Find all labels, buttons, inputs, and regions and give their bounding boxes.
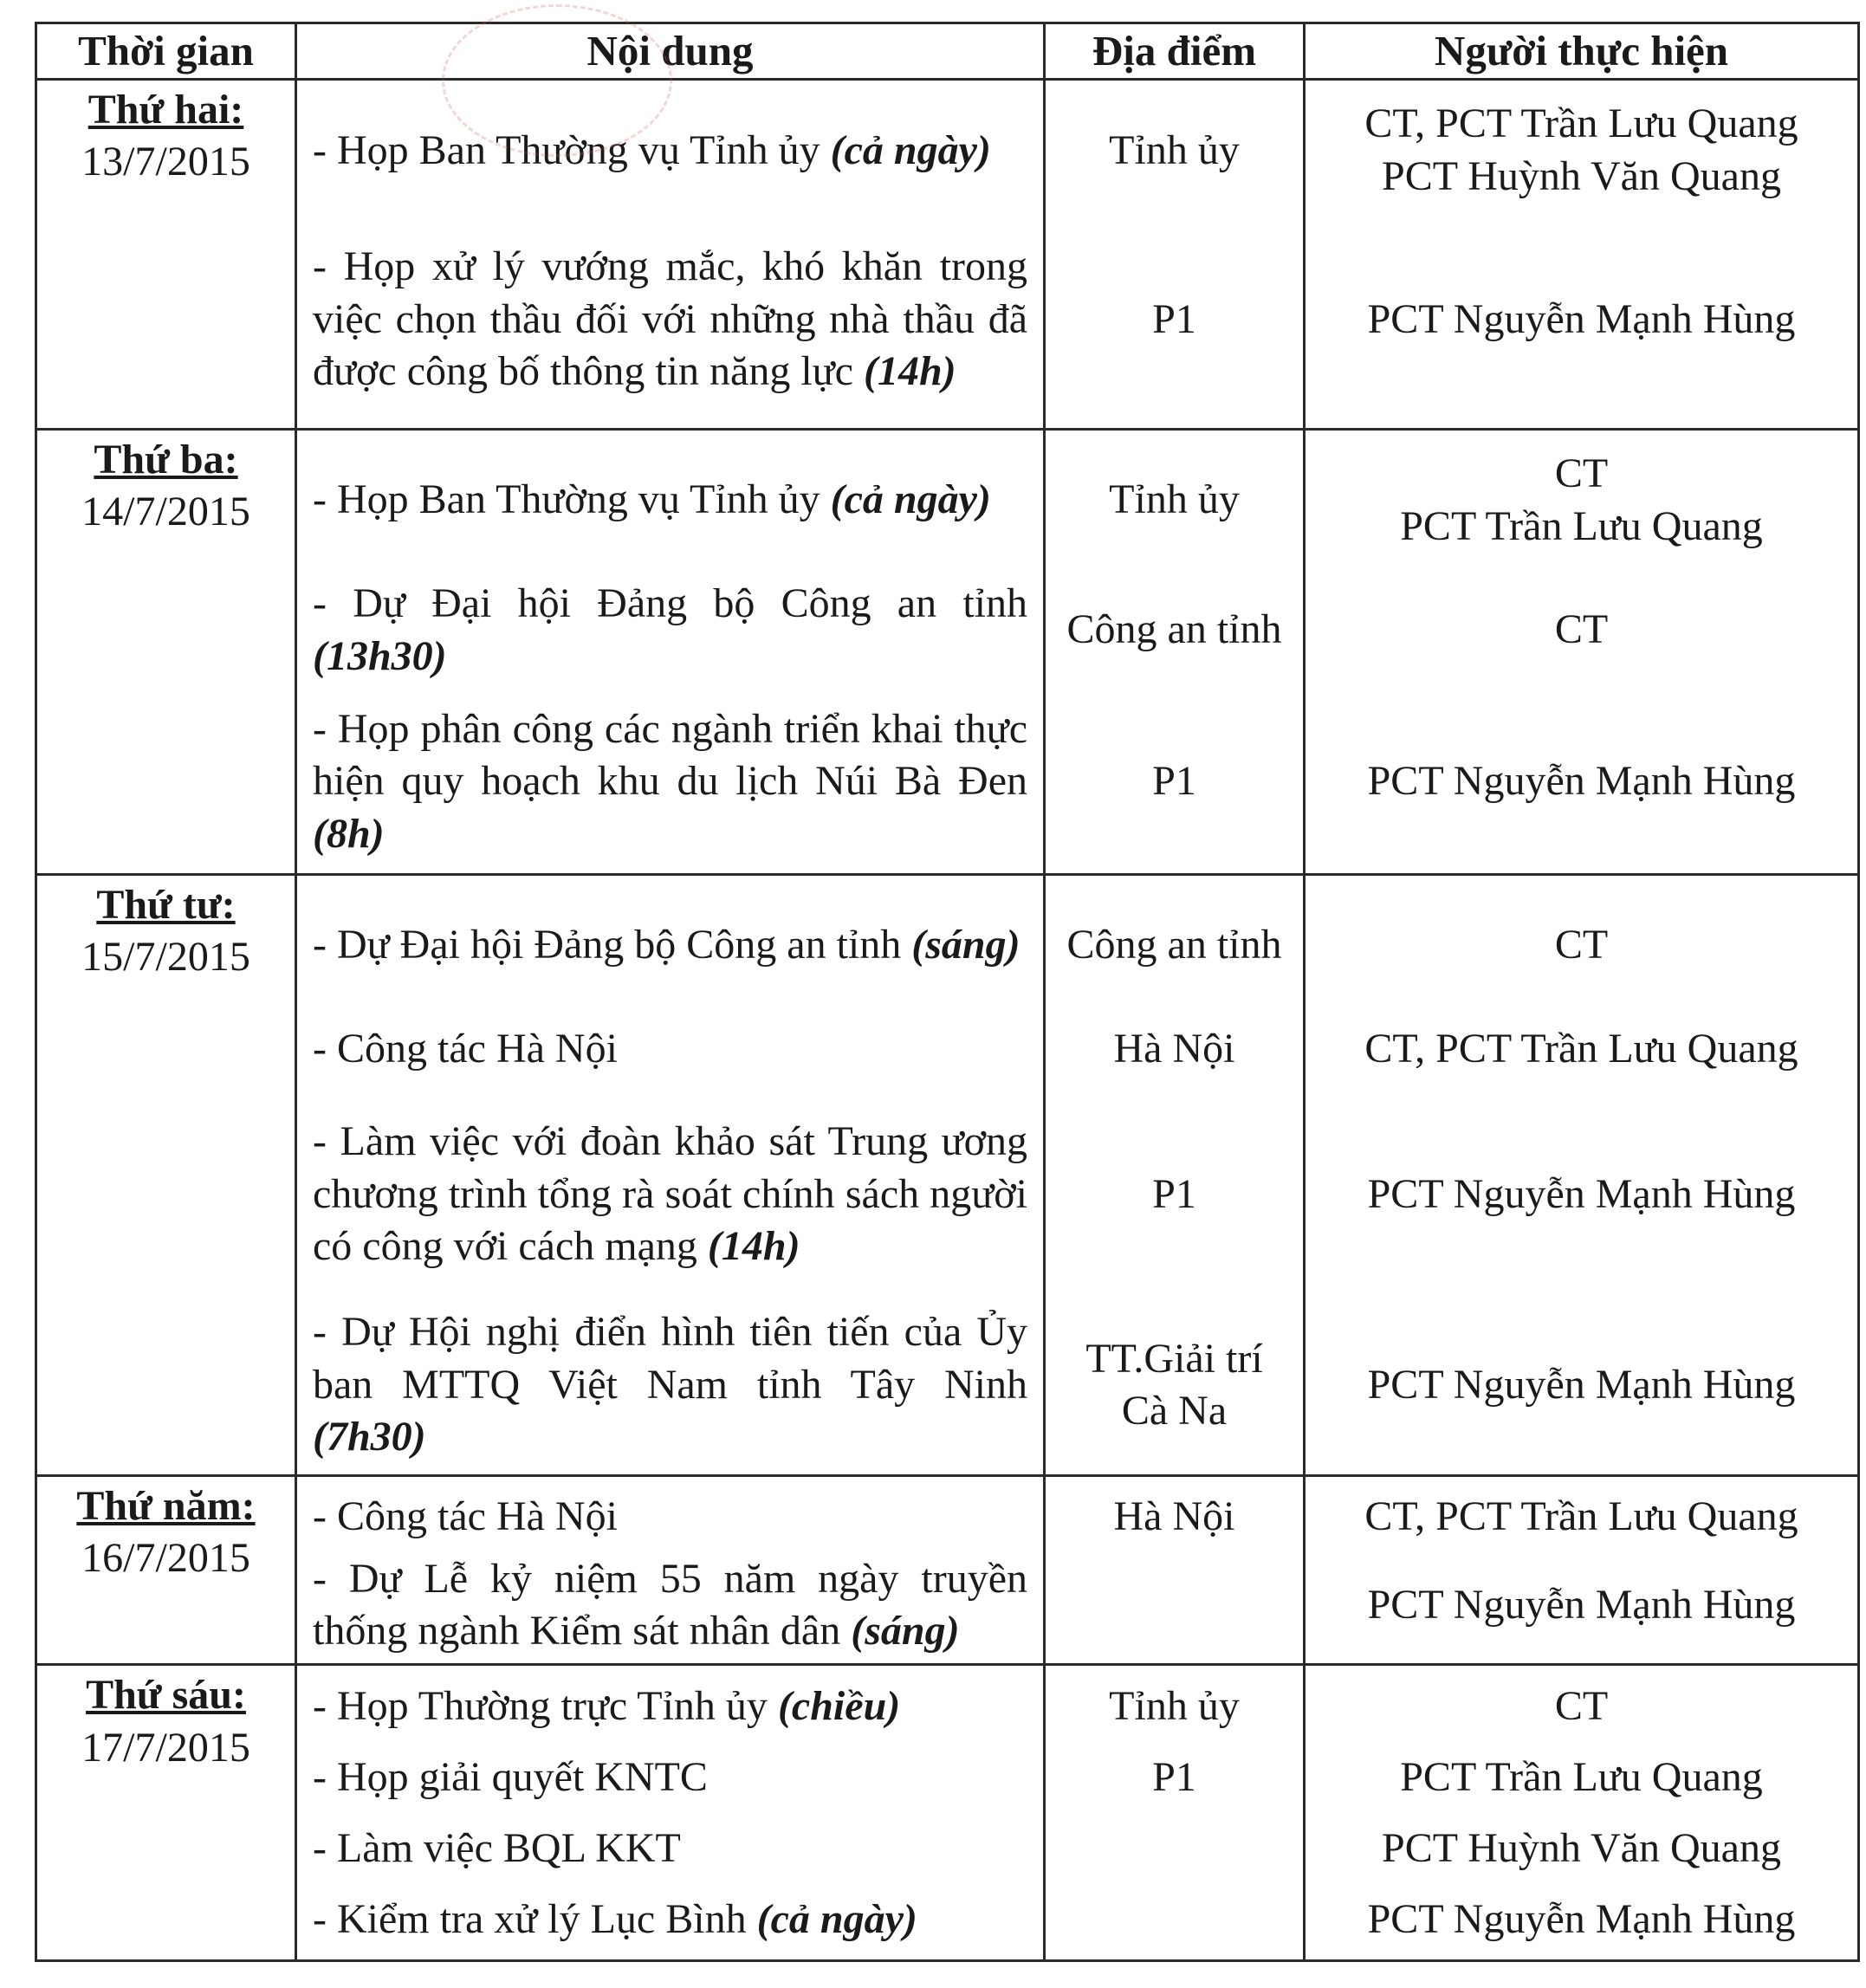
agenda-item-time-note: (14h) [707, 1223, 800, 1270]
agenda-item [313, 1671, 1027, 1742]
day-label: Thứ năm: [76, 1482, 256, 1529]
place-line: P1 [1152, 295, 1196, 342]
agenda-item-text [313, 241, 1027, 398]
person-line: PCT Huỳnh Văn Quang [1382, 1825, 1781, 1872]
agenda-item-title: - Họp xử lý vướng mắc, khó khăn trong việc chọn thầu đối với những nhà thầu đã được công bố thông tin năng lực [313, 243, 1027, 394]
agenda-item-text [313, 578, 1027, 683]
place-line: Tỉnh ủy [1109, 126, 1240, 173]
place-cell [1045, 874, 1305, 1475]
agenda-item-people [1314, 1742, 1849, 1813]
agenda-item-place [1054, 1884, 1294, 1955]
person-line: CT [1554, 1683, 1609, 1730]
agenda-item [313, 1884, 1027, 1955]
agenda-item-title: - Công tác Hà Nội [313, 1493, 618, 1539]
agenda-item [313, 1011, 1027, 1089]
agenda-item-people [1314, 1813, 1849, 1884]
agenda-item-text [313, 125, 1027, 177]
people-cell [1305, 1475, 1859, 1664]
agenda-item-title: - Họp Ban Thường vụ Tỉnh ủy [313, 126, 820, 173]
place-cell [1045, 1665, 1305, 1961]
agenda-item-title: - Dự Lễ kỷ niệm 55 năm ngày truyền thống ngành Kiểm sát nhân dân [313, 1555, 1027, 1655]
agenda-item-time-note: (cả ngày) [830, 126, 991, 173]
place-line: P1 [1152, 1170, 1196, 1217]
agenda-item [313, 1301, 1027, 1470]
agenda-item [313, 1551, 1027, 1660]
day-date: 15/7/2015 [81, 933, 250, 980]
agenda-item-place [1054, 1813, 1294, 1884]
schedule-body [36, 79, 1859, 1960]
place-line: Tỉnh ủy [1109, 1683, 1240, 1730]
person-line: CT [1554, 606, 1609, 653]
agenda-item-place [1054, 436, 1294, 566]
place-line: Cà Na [1121, 1388, 1228, 1434]
day-label: Thứ ba: [94, 436, 238, 482]
agenda-item-title: - Kiểm tra xử lý Lục Bình [313, 1896, 747, 1943]
agenda-item-place [1054, 216, 1294, 424]
agenda-item-time-note: (sáng) [911, 922, 1020, 968]
agenda-item [313, 566, 1027, 696]
day-date: 13/7/2015 [81, 139, 250, 185]
agenda-item-title: - Họp giải quyết KNTC [313, 1754, 708, 1801]
agenda-item-time-note: (7h30) [313, 1414, 426, 1460]
day-cell [36, 79, 296, 429]
agenda-item [313, 216, 1027, 424]
header-content: Nội dung [296, 23, 1045, 80]
person-line: CT, PCT Trần Lưu Quang [1364, 100, 1798, 147]
agenda-item-people [1314, 1301, 1849, 1470]
agenda-item-place [1054, 1301, 1294, 1470]
day-label: Thứ sáu: [86, 1672, 246, 1719]
place-line: Tỉnh ủy [1109, 476, 1240, 523]
day-row [36, 1475, 1859, 1664]
person-line: PCT Nguyễn Mạnh Hùng [1367, 1896, 1796, 1943]
agenda-item-time-note: (cả ngày) [830, 476, 991, 523]
agenda-item-people [1314, 216, 1849, 424]
agenda-item [313, 1482, 1027, 1551]
person-line: PCT Trần Lưu Quang [1400, 1754, 1763, 1801]
agenda-item-text [313, 1752, 1027, 1803]
person-line: PCT Nguyễn Mạnh Hùng [1367, 1361, 1796, 1408]
agenda-item-time-note: (13h30) [313, 632, 447, 679]
day-row [36, 79, 1859, 429]
header-row [36, 23, 1859, 80]
agenda-item-time-note: (8h) [313, 810, 385, 857]
agenda-item-title: - Làm việc BQL KKT [313, 1825, 681, 1872]
agenda-item-people [1314, 566, 1849, 696]
agenda-item-place [1054, 1482, 1294, 1551]
agenda-item-people [1314, 1551, 1849, 1660]
place-cell [1045, 429, 1305, 874]
person-line: PCT Nguyễn Mạnh Hùng [1367, 1170, 1796, 1217]
content-cell [296, 1475, 1045, 1664]
person-line: CT, PCT Trần Lưu Quang [1364, 1026, 1798, 1072]
agenda-item [313, 1742, 1027, 1813]
agenda-item-time-note: (sáng) [851, 1608, 960, 1655]
place-line: TT.Giải trí [1085, 1335, 1263, 1382]
agenda-item-people [1314, 436, 1849, 566]
person-line: PCT Huỳnh Văn Quang [1382, 152, 1781, 199]
agenda-item-people [1314, 1671, 1849, 1742]
day-date: 17/7/2015 [81, 1724, 250, 1771]
agenda-item-people [1314, 1089, 1849, 1301]
agenda-item-people [1314, 1011, 1849, 1089]
agenda-item-text [313, 1894, 1027, 1946]
agenda-item-time-note: (14h) [863, 347, 956, 394]
content-cell [296, 79, 1045, 429]
day-date: 16/7/2015 [81, 1535, 250, 1582]
day-row [36, 1665, 1859, 1961]
agenda-item-people [1314, 86, 1849, 216]
agenda-item-title: - Họp phân công các ngành triển khai thực hiện quy hoạch khu du lịch Núi Bà Đen [313, 705, 1027, 805]
person-line: CT [1554, 922, 1609, 968]
content-cell [296, 874, 1045, 1475]
agenda-item-title: - Dự Hội nghị điển hình tiên tiến của Ủy ban MTTQ Việt Nam tỉnh Tây Ninh [313, 1309, 1027, 1408]
agenda-item-people [1314, 1884, 1849, 1955]
agenda-item [313, 1813, 1027, 1884]
agenda-item-place [1054, 1551, 1294, 1660]
place-line: P1 [1152, 1754, 1196, 1801]
agenda-item-place [1054, 1742, 1294, 1813]
day-cell [36, 1475, 296, 1664]
agenda-item-title: - Họp Ban Thường vụ Tỉnh ủy [313, 476, 820, 523]
header-time: Thời gian [36, 23, 296, 80]
people-cell [1305, 874, 1859, 1475]
agenda-item-title: - Dự Đại hội Đảng bộ Công an tỉnh [313, 922, 902, 968]
agenda-item-text [313, 1553, 1027, 1658]
header-place: Địa điểm [1045, 23, 1305, 80]
agenda-item [313, 696, 1027, 869]
schedule-sheet [35, 22, 1857, 1962]
day-cell [36, 874, 296, 1475]
agenda-item-place [1054, 1671, 1294, 1742]
agenda-item-title: - Họp Thường trực Tỉnh ủy [313, 1683, 768, 1730]
agenda-item-place [1054, 1089, 1294, 1301]
agenda-item [313, 436, 1027, 566]
header-people: Người thực hiện [1305, 23, 1859, 80]
agenda-item-place [1054, 696, 1294, 869]
agenda-item-place [1054, 881, 1294, 1011]
agenda-item-people [1314, 696, 1849, 869]
agenda-item-place [1054, 1011, 1294, 1089]
people-cell [1305, 429, 1859, 874]
place-line: Công an tỉnh [1066, 606, 1282, 653]
agenda-item-text [313, 474, 1027, 526]
day-label: Thứ hai: [87, 86, 244, 133]
people-cell [1305, 79, 1859, 429]
agenda-item-place [1054, 566, 1294, 696]
place-line: Hà Nội [1113, 1493, 1235, 1539]
place-cell [1045, 1475, 1305, 1664]
agenda-item-title: - Làm việc với đoàn khảo sát Trung ương chương trình tổng rà soát chính sách người có công với cách mạng [313, 1118, 1027, 1270]
person-line: PCT Trần Lưu Quang [1400, 502, 1763, 549]
day-label: Thứ tư: [96, 881, 236, 928]
person-line: CT [1554, 450, 1609, 497]
day-cell [36, 1665, 296, 1961]
place-line: Công an tỉnh [1066, 922, 1282, 968]
people-cell [1305, 1665, 1859, 1961]
content-cell [296, 429, 1045, 874]
schedule-table [35, 22, 1860, 1962]
content-cell [296, 1665, 1045, 1961]
place-line: P1 [1152, 758, 1196, 805]
agenda-item-people [1314, 881, 1849, 1011]
day-row [36, 429, 1859, 874]
agenda-item-place [1054, 86, 1294, 216]
person-line: PCT Nguyễn Mạnh Hùng [1367, 295, 1796, 342]
agenda-item-text [313, 1491, 1027, 1543]
agenda-item-text [313, 919, 1027, 971]
agenda-item-title: - Dự Đại hội Đảng bộ Công an tỉnh [313, 580, 1027, 627]
person-line: CT, PCT Trần Lưu Quang [1364, 1493, 1798, 1539]
agenda-item-text [313, 1306, 1027, 1463]
person-line: PCT Nguyễn Mạnh Hùng [1367, 758, 1796, 805]
agenda-item-time-note: (chiều) [777, 1683, 901, 1730]
agenda-item-title: - Công tác Hà Nội [313, 1026, 618, 1072]
agenda-item-text [313, 1823, 1027, 1875]
day-cell [36, 429, 296, 874]
agenda-item [313, 881, 1027, 1011]
agenda-item-people [1314, 1482, 1849, 1551]
agenda-item [313, 86, 1027, 216]
agenda-item-text [313, 1680, 1027, 1732]
place-line: Hà Nội [1113, 1026, 1235, 1072]
place-cell [1045, 79, 1305, 429]
person-line: PCT Nguyễn Mạnh Hùng [1367, 1582, 1796, 1629]
agenda-item-text [313, 1116, 1027, 1272]
agenda-item-text [313, 703, 1027, 860]
day-date: 14/7/2015 [81, 488, 250, 534]
agenda-item [313, 1089, 1027, 1301]
agenda-item-text [313, 1023, 1027, 1075]
agenda-item-time-note: (cả ngày) [756, 1896, 917, 1943]
day-row [36, 874, 1859, 1475]
